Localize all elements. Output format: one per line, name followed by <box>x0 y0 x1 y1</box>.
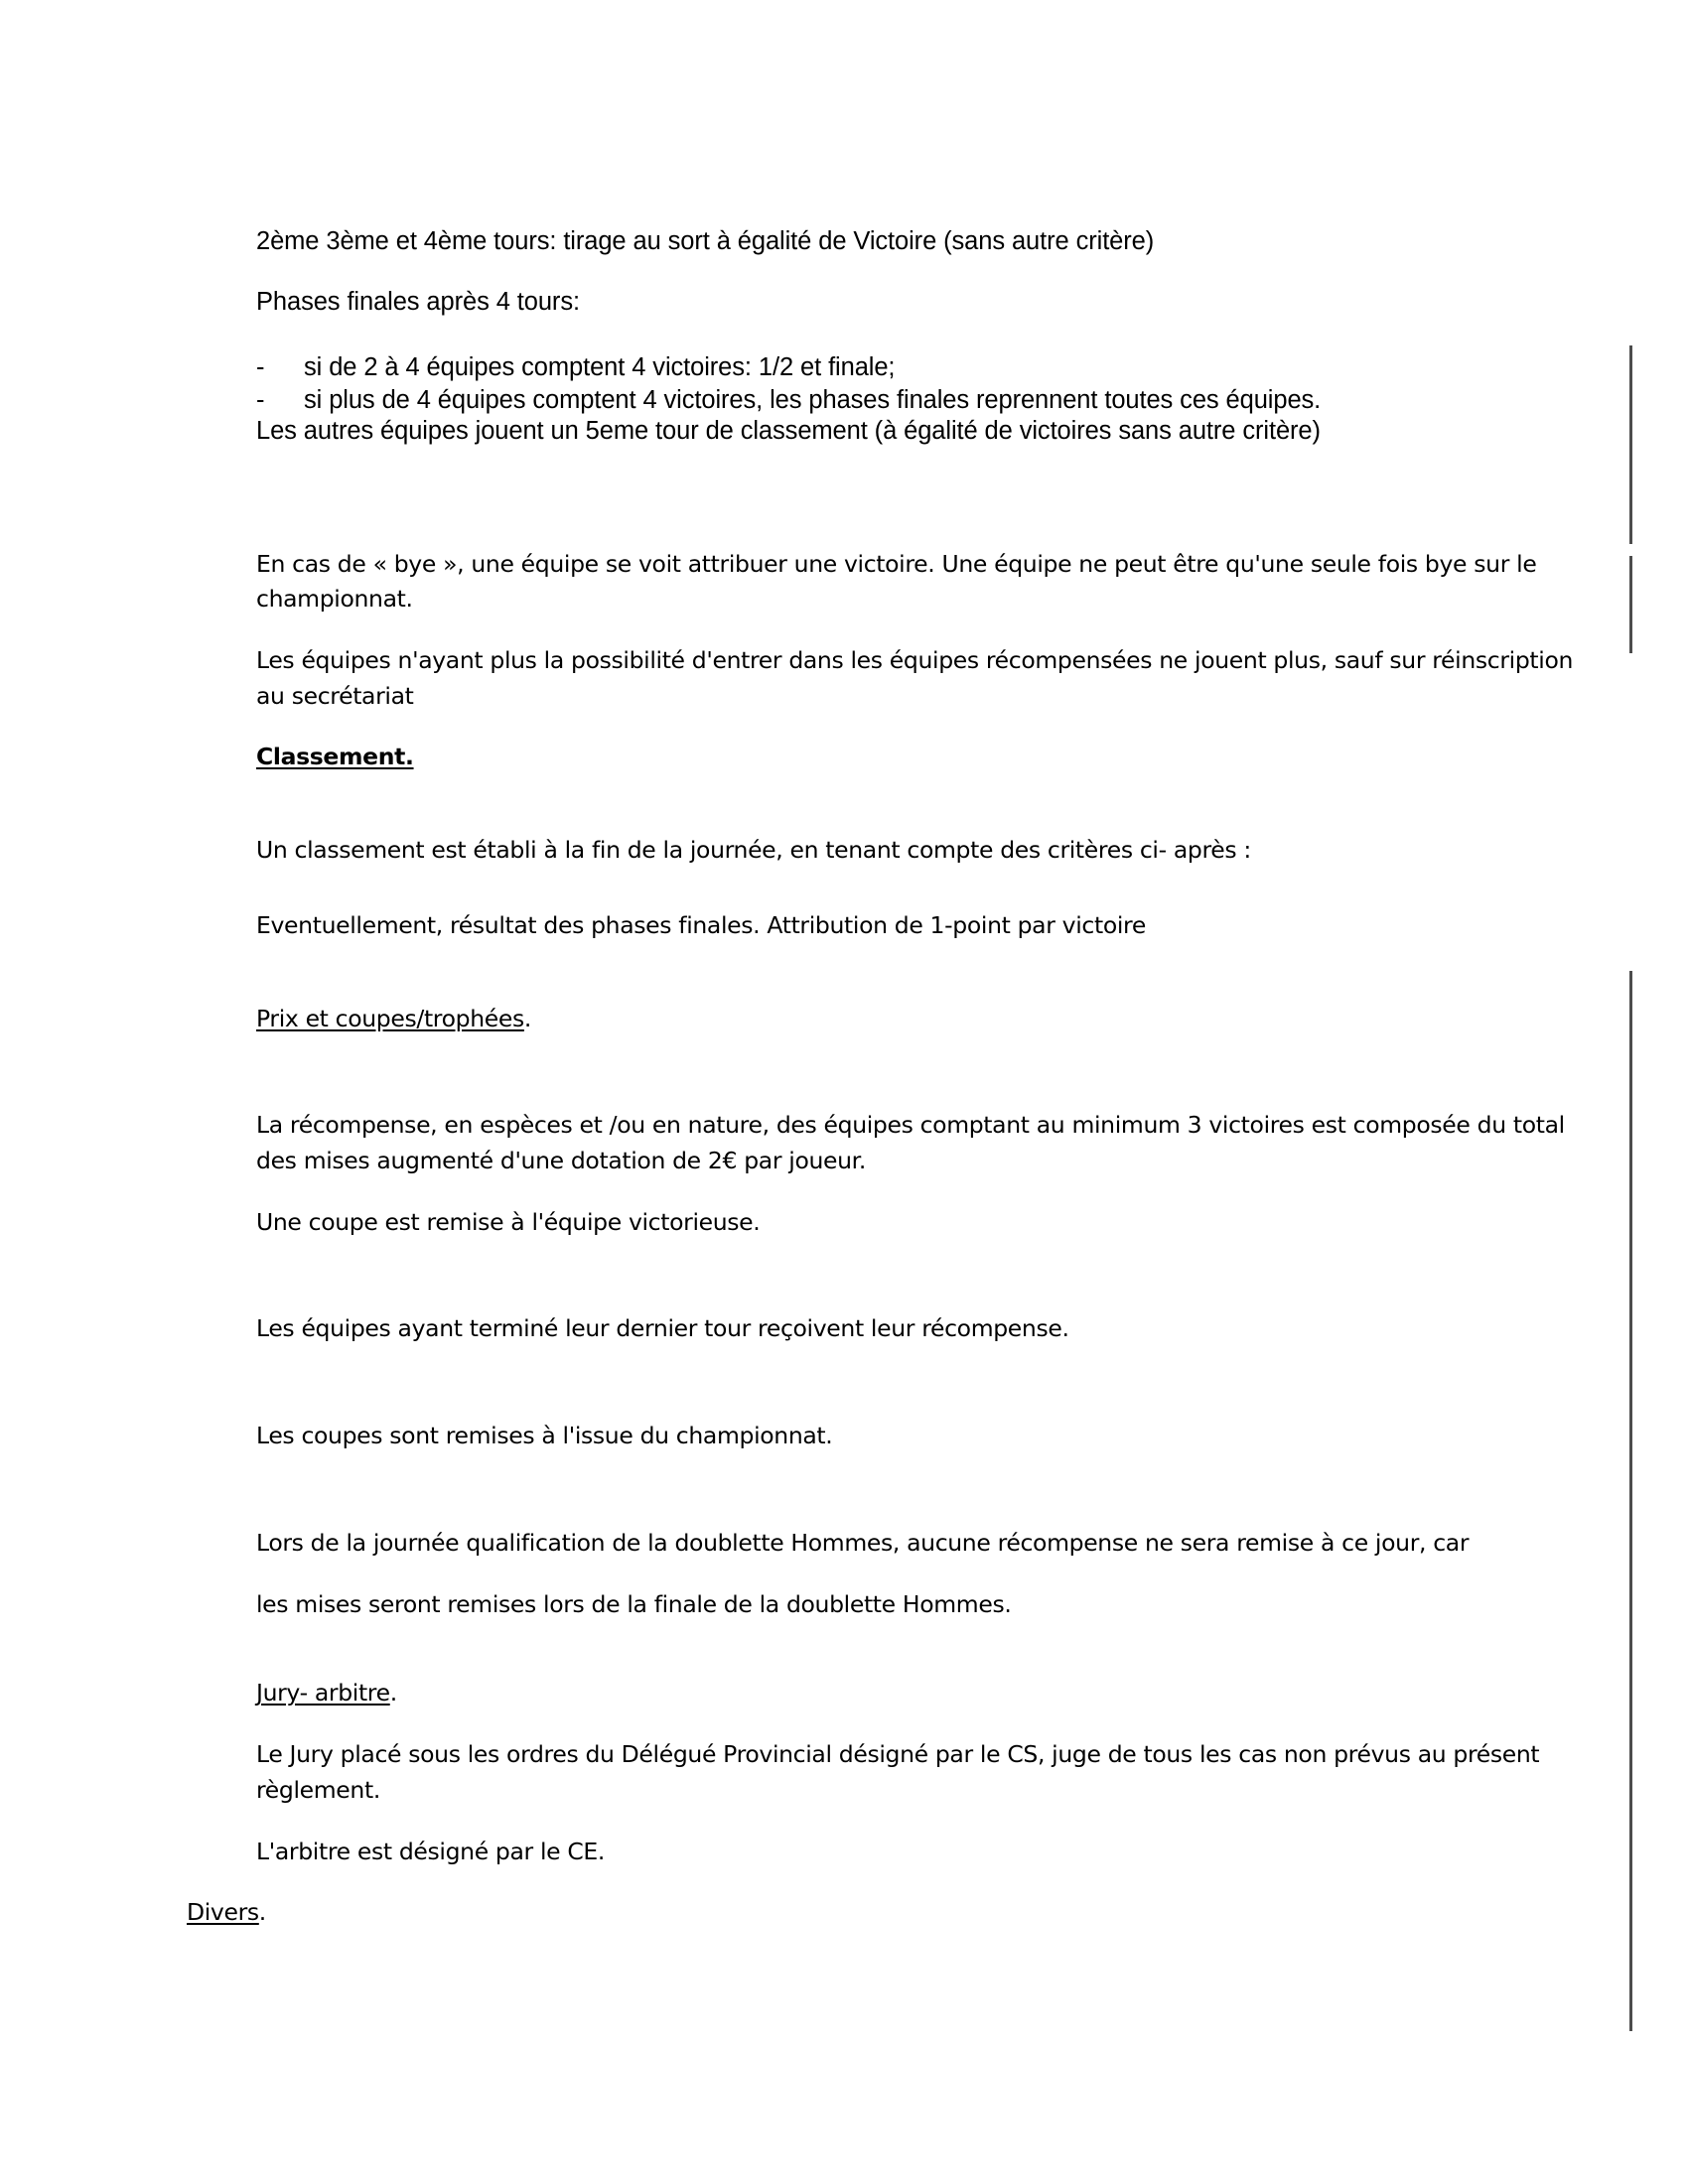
list-item <box>256 351 1597 384</box>
spacer <box>256 1240 1597 1297</box>
spacer <box>256 714 1597 740</box>
list-item-text: si plus de 4 équipes comptent 4 victoires, les phases finales reprennent toutes ces équipes. <box>304 385 1322 414</box>
heading-jury-arbitre-suffix: . <box>389 1679 397 1707</box>
heading-prix-text: Prix et coupes/trophées <box>256 1004 524 1032</box>
spacer <box>256 1179 1597 1205</box>
heading-divers <box>187 1895 1597 1931</box>
recompense-paragraph: La récompense, en espèces et /ou en nature, des équipes comptant au minimum 3 victoires est composée du total des mises augmenté d'une dotation de 2€ par joueur. <box>256 1111 1565 1175</box>
coupes-issue-paragraph: Les coupes sont remises à l'issue du championnat. <box>256 1422 833 1450</box>
dash-marker: - <box>256 353 265 382</box>
jury-paragraph: Le Jury placé sous les ordres du Délégué Provincial désigné par le CS, juge de tous les cas non prévus au présent règlement. <box>256 1740 1540 1804</box>
dernier-tour-paragraph: Les équipes ayant terminé leur dernier tour reçoivent leur récompense. <box>256 1314 1069 1343</box>
heading-jury-arbitre-text: Jury- arbitre <box>256 1679 390 1707</box>
list-item-text: si de 2 à 4 équipes comptent 4 victoires: 1/2 et finale; <box>304 353 896 382</box>
doublette-line-2: les mises seront remises lors de la finale de la doublette Hommes. <box>256 1589 1012 1618</box>
spacer <box>256 1297 1597 1311</box>
bye-paragraph: En cas de « bye », une équipe se voit attribuer une victoire. Une équipe ne peut être qu'une seule fois bye sur le championnat. <box>256 549 1537 614</box>
spacer <box>256 521 1597 547</box>
heading-classement-text: Classement. <box>256 743 414 771</box>
spacer <box>256 1094 1597 1108</box>
spacer <box>256 1405 1597 1419</box>
spacer <box>256 1869 1597 1895</box>
after-bullets-line: Les autres équipes jouent un 5eme tour de classement (à égalité de victoires sans autre critère) <box>256 417 1321 446</box>
heading-jury-arbitre <box>256 1676 1597 1711</box>
arbitre-paragraph: L'arbitre est désigné par le CE. <box>256 1837 606 1865</box>
spacer <box>256 944 1597 1002</box>
classement-criteria-paragraph: Un classement est établi à la fin de la journée, en tenant compte des critères ci- après : <box>256 836 1251 865</box>
document-body <box>187 226 1597 1931</box>
coupe-victorieuse-paragraph: Une coupe est remise à l'équipe victorieuse. <box>256 1207 761 1236</box>
no-longer-eligible-paragraph: Les équipes n'ayant plus la possibilité d'entrer dans les équipes récompensées ne jouent plus, sauf sur réinscription au secrétariat <box>256 646 1574 710</box>
heading-classement <box>256 740 1597 775</box>
heading-prix <box>256 1002 1597 1037</box>
spacer <box>256 775 1597 833</box>
spacer <box>256 1347 1597 1405</box>
spacer <box>256 448 1597 521</box>
change-bar-3 <box>1629 971 1632 2031</box>
spacer <box>256 1662 1597 1676</box>
spacer <box>256 1512 1597 1526</box>
finals-conditions-list <box>256 351 1597 416</box>
spacer <box>256 1809 1597 1835</box>
classement-points-paragraph: Eventuellement, résultat des phases finales. Attribution de 1-point par victoire <box>256 910 1146 939</box>
list-item <box>256 384 1597 417</box>
heading-divers-text: Divers <box>187 1898 259 1927</box>
intro-line-2: Phases finales après 4 tours: <box>256 288 580 317</box>
heading-prix-suffix: . <box>523 1004 531 1032</box>
doublette-line-1: Lors de la journée qualification de la doublette Hommes, aucune récompense ne sera remise à ce jour, car <box>256 1528 1470 1557</box>
heading-divers-suffix: . <box>258 1898 266 1927</box>
spacer <box>256 1622 1597 1662</box>
spacer <box>256 869 1597 908</box>
spacer <box>256 617 1597 643</box>
spacer <box>256 1711 1597 1737</box>
spacer <box>256 1036 1597 1094</box>
spacer <box>256 1562 1597 1587</box>
intro-line-1: 2ème 3ème et 4ème tours: tirage au sort à égalité de Victoire (sans autre critère) <box>256 227 1155 255</box>
change-bar-2 <box>1629 556 1632 653</box>
dash-marker: - <box>256 385 265 414</box>
spacer <box>256 1454 1597 1512</box>
change-bar-1 <box>1629 345 1632 544</box>
